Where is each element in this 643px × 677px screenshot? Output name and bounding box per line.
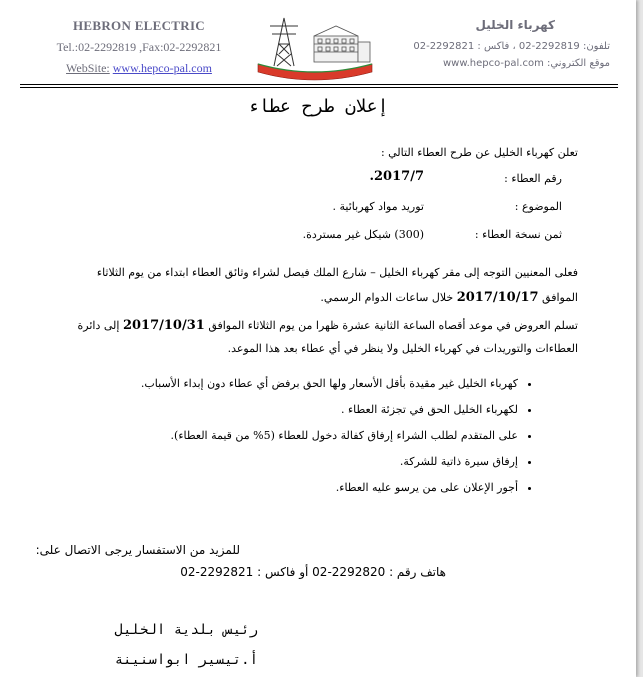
contact-numbers: هاتف رقم : 2292820-02 أو فاكس : 2292821-02 xyxy=(180,565,446,579)
list-item: • لكهرباء الخليل الحق في تجزئة العطاء . xyxy=(141,399,518,425)
list-item: • على المتقدم لطلب الشراء إرفاق كفالة دخول للعطاء (5% من قيمة العطاء). xyxy=(141,425,518,451)
arabic-header xyxy=(380,18,610,69)
purchase-instructions-line2 xyxy=(320,290,578,305)
company-logo xyxy=(252,14,377,84)
signature-name: أ.تيسير ابواسنينة xyxy=(114,652,258,668)
english-company-name: HEBRON ELECTRIC xyxy=(73,18,205,33)
english-tel-fax: Tel.:02-2292819 ,Fax:02-2292821 xyxy=(56,40,222,54)
arabic-company-name: كهرباء الخليل xyxy=(475,18,555,32)
website-label: WebSite: xyxy=(66,61,110,75)
submission-suffix: إلى دائرة xyxy=(77,319,120,332)
arabic-website: موقع الكتروني: www.hepco-pal.com xyxy=(442,58,610,69)
list-item: • أجور الإعلان على من يرسو عليه العطاء. xyxy=(141,477,518,503)
submission-instructions-line2: العطاءات والتوريدات في كهرباء الخليل ولا ينظر في أي عطاء بعد هذا الموعد. xyxy=(227,342,578,355)
purchase-start-date: 2017/10/17 xyxy=(456,290,539,305)
header-divider-second xyxy=(20,87,618,88)
document-title: إعلان طرح عطاء xyxy=(247,96,389,117)
tender-number-value: 2017/7. xyxy=(369,169,424,184)
purchase-date-prefix: الموافق xyxy=(542,291,578,304)
subject-label: الموضوع : xyxy=(514,200,562,213)
terms-list xyxy=(141,373,536,503)
contact-intro: للمزيد من الاستفسار يرجى الاتصال على: xyxy=(35,543,240,557)
submission-deadline-date: 2017/10/31 xyxy=(122,318,205,333)
list-item: • كهرباء الخليل غير مقيدة بأقل الأسعار ولها الحق برفض أي عطاء دون إبداء الأسباب. xyxy=(141,373,518,399)
tender-number-label: رقم العطاء : xyxy=(504,172,562,185)
english-header xyxy=(44,18,234,76)
arabic-tel-fax: تلفون: 2292819-02 ، فاكس : 2292821-02 xyxy=(413,41,610,52)
submission-instructions-line1 xyxy=(78,318,578,333)
header-divider xyxy=(20,84,618,85)
list-item: • إرفاق سيرة ذاتية للشركة. xyxy=(141,451,518,477)
website-link[interactable]: www.hepco-pal.com xyxy=(112,61,212,75)
english-website xyxy=(44,61,234,76)
purchase-instructions-line1: فعلى المعنيين التوجه إلى مقر كهرباء الخليل – شارع الملك فيصل لشراء وثائق العطاء ابتداء من يوم الثلاثاء xyxy=(96,266,578,279)
price-value: (300) شيكل غير مستردة. xyxy=(302,228,424,241)
signature-title: رئيس بلدية الخليل xyxy=(114,622,258,638)
submission-prefix: تسلم العروض في موعد أقصاه الساعة الثانية عشرة ظهرا من يوم الثلاثاء الموافق xyxy=(208,319,578,332)
purchase-date-suffix: خلال ساعات الدوام الرسمي. xyxy=(320,291,454,304)
price-label: ثمن نسخة العطاء : xyxy=(474,228,562,241)
subject-value: توريد مواد كهربائية . xyxy=(332,200,424,213)
intro-text: تعلن كهرباء الخليل عن طرح العطاء التالي : xyxy=(380,146,578,159)
